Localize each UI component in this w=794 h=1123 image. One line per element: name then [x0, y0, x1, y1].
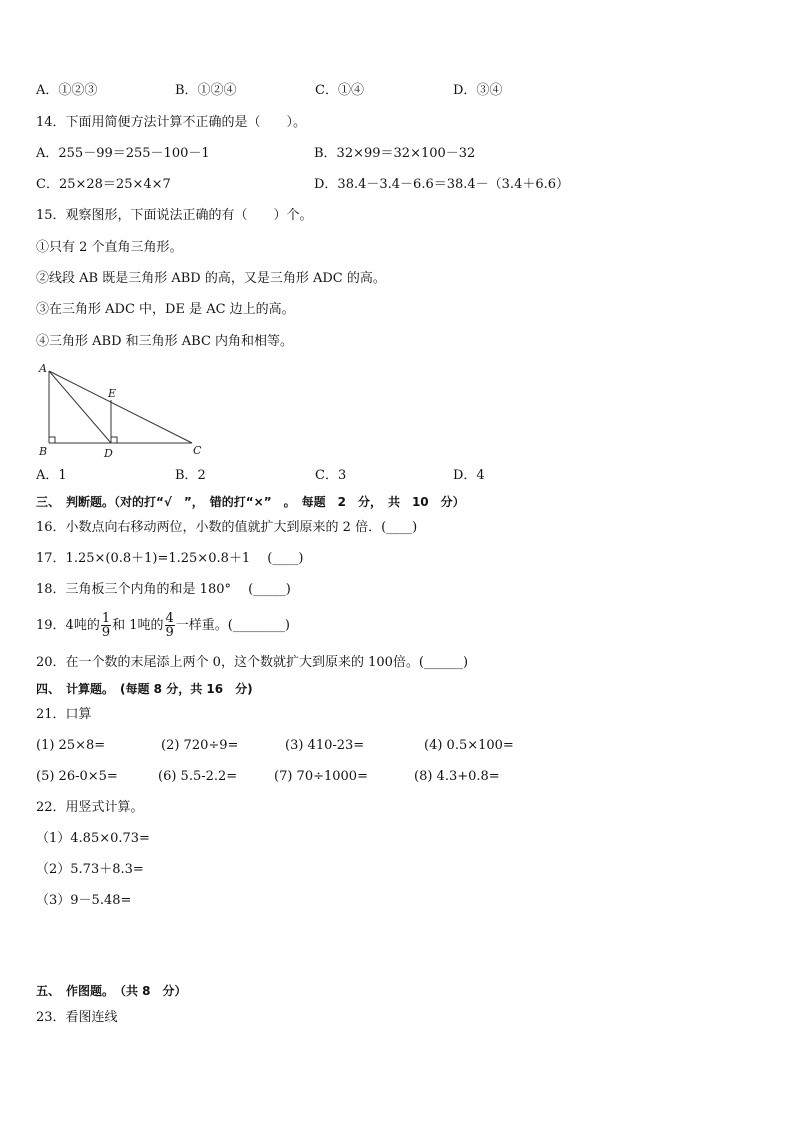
q17: 17．1.25×(0.8＋1)=1.25×0.8＋1 (____)	[36, 551, 304, 566]
q19-fraction-2-numerator: 4	[165, 611, 174, 626]
q14-stem: 14．下面用简便方法计算不正确的是（ ）。	[36, 115, 307, 130]
q21-item-4: (4) 0.5×100=	[424, 738, 514, 753]
q18: 18．三角板三个内角的和是 180° (_____)	[36, 582, 291, 597]
label-d: D	[104, 447, 113, 460]
right-angle-mark-d	[111, 437, 117, 443]
right-angle-mark-b	[49, 437, 55, 443]
segment-ad	[49, 371, 111, 443]
q21-item-3: (3) 410-23=	[285, 738, 365, 753]
segment-ac	[49, 371, 192, 443]
q15-statement-2: ②线段 AB 既是三角形 ABD 的高，又是三角形 ADC 的高。	[36, 271, 386, 286]
q15-option-c: C．3	[315, 468, 347, 483]
q21-item-2: (2) 720÷9=	[161, 738, 239, 753]
q19-prefix: 19．4吨的	[36, 618, 100, 633]
q20: 20．在一个数的末尾添上两个 0，这个数就扩大到原来的 100倍。(______)	[36, 655, 469, 670]
q15-statement-1: ①只有 2 个直角三角形。	[36, 240, 183, 255]
q22-stem: 22．用竖式计算。	[36, 800, 144, 815]
label-c: C	[193, 444, 202, 457]
label-b: B	[39, 445, 48, 458]
q13-option-c: C．①④	[315, 83, 364, 98]
q19-fraction-1-denominator: 9	[101, 625, 111, 640]
q19-suffix: 一样重。(________)	[175, 618, 290, 633]
q21-item-7: (7) 70÷1000=	[274, 769, 368, 784]
q22-item-3: （3）9－5.48=	[36, 893, 132, 908]
q13-option-b: B．①②④	[175, 83, 237, 98]
q22-item-2: （2）5.73＋8.3=	[36, 862, 144, 877]
label-e: E	[108, 387, 117, 400]
q14-option-b: B．32×99＝32×100－32	[314, 146, 476, 161]
q21-item-1: (1) 25×8=	[36, 738, 106, 753]
label-a: A	[39, 362, 47, 375]
q21-item-5: (5) 26-0×5=	[36, 769, 118, 784]
section3-title: 三、 判断题。（对的打“√ ”， 错的打“×” 。 每题 2 分， 共 10 分）	[36, 495, 465, 509]
section4-title: 四、 计算题。 (每题 8 分，共 16 分)	[36, 682, 253, 696]
q19	[36, 608, 290, 644]
q19-fraction-1-numerator: 1	[101, 611, 111, 626]
q21-stem: 21．口算	[36, 707, 92, 722]
q23: 23．看图连线	[36, 1010, 118, 1025]
q19-fraction-2	[165, 612, 175, 639]
q15-option-d: D．4	[453, 468, 485, 483]
q19-middle: 和 1吨的	[112, 618, 164, 633]
q21-item-8: (8) 4.3+0.8=	[414, 769, 500, 784]
q15-option-b: B．2	[175, 468, 206, 483]
section5-title: 五、 作图题。 （共 8 分）	[36, 984, 187, 998]
q15-statement-3: ③在三角形 ADC 中，DE 是 AC 边上的高。	[36, 302, 295, 317]
q15-triangle-figure	[34, 360, 214, 460]
q19-fraction-1	[101, 612, 111, 639]
q15-stem: 15．观察图形，下面说法正确的有（ ）个。	[36, 208, 313, 223]
q14-option-c: C．25×28＝25×4×7	[36, 177, 171, 192]
q19-fraction-2-denominator: 9	[165, 625, 174, 640]
q13-option-a: A．①②③	[36, 83, 98, 98]
q15-option-a: A．1	[36, 468, 67, 483]
q22-item-1: （1）4.85×0.73=	[36, 831, 150, 846]
q14-option-d: D．38.4－3.4－6.6＝38.4－（3.4＋6.6）	[314, 177, 570, 192]
q16: 16．小数点向右移动两位，小数的值就扩大到原来的 2 倍．(____)	[36, 520, 418, 535]
q14-option-a: A．255－99＝255－100－1	[36, 146, 210, 161]
q15-statement-4: ④三角形 ABD 和三角形 ABC 内角和相等。	[36, 334, 294, 349]
q13-option-d: D．③④	[453, 83, 503, 98]
q21-item-6: (6) 5.5-2.2=	[158, 769, 238, 784]
